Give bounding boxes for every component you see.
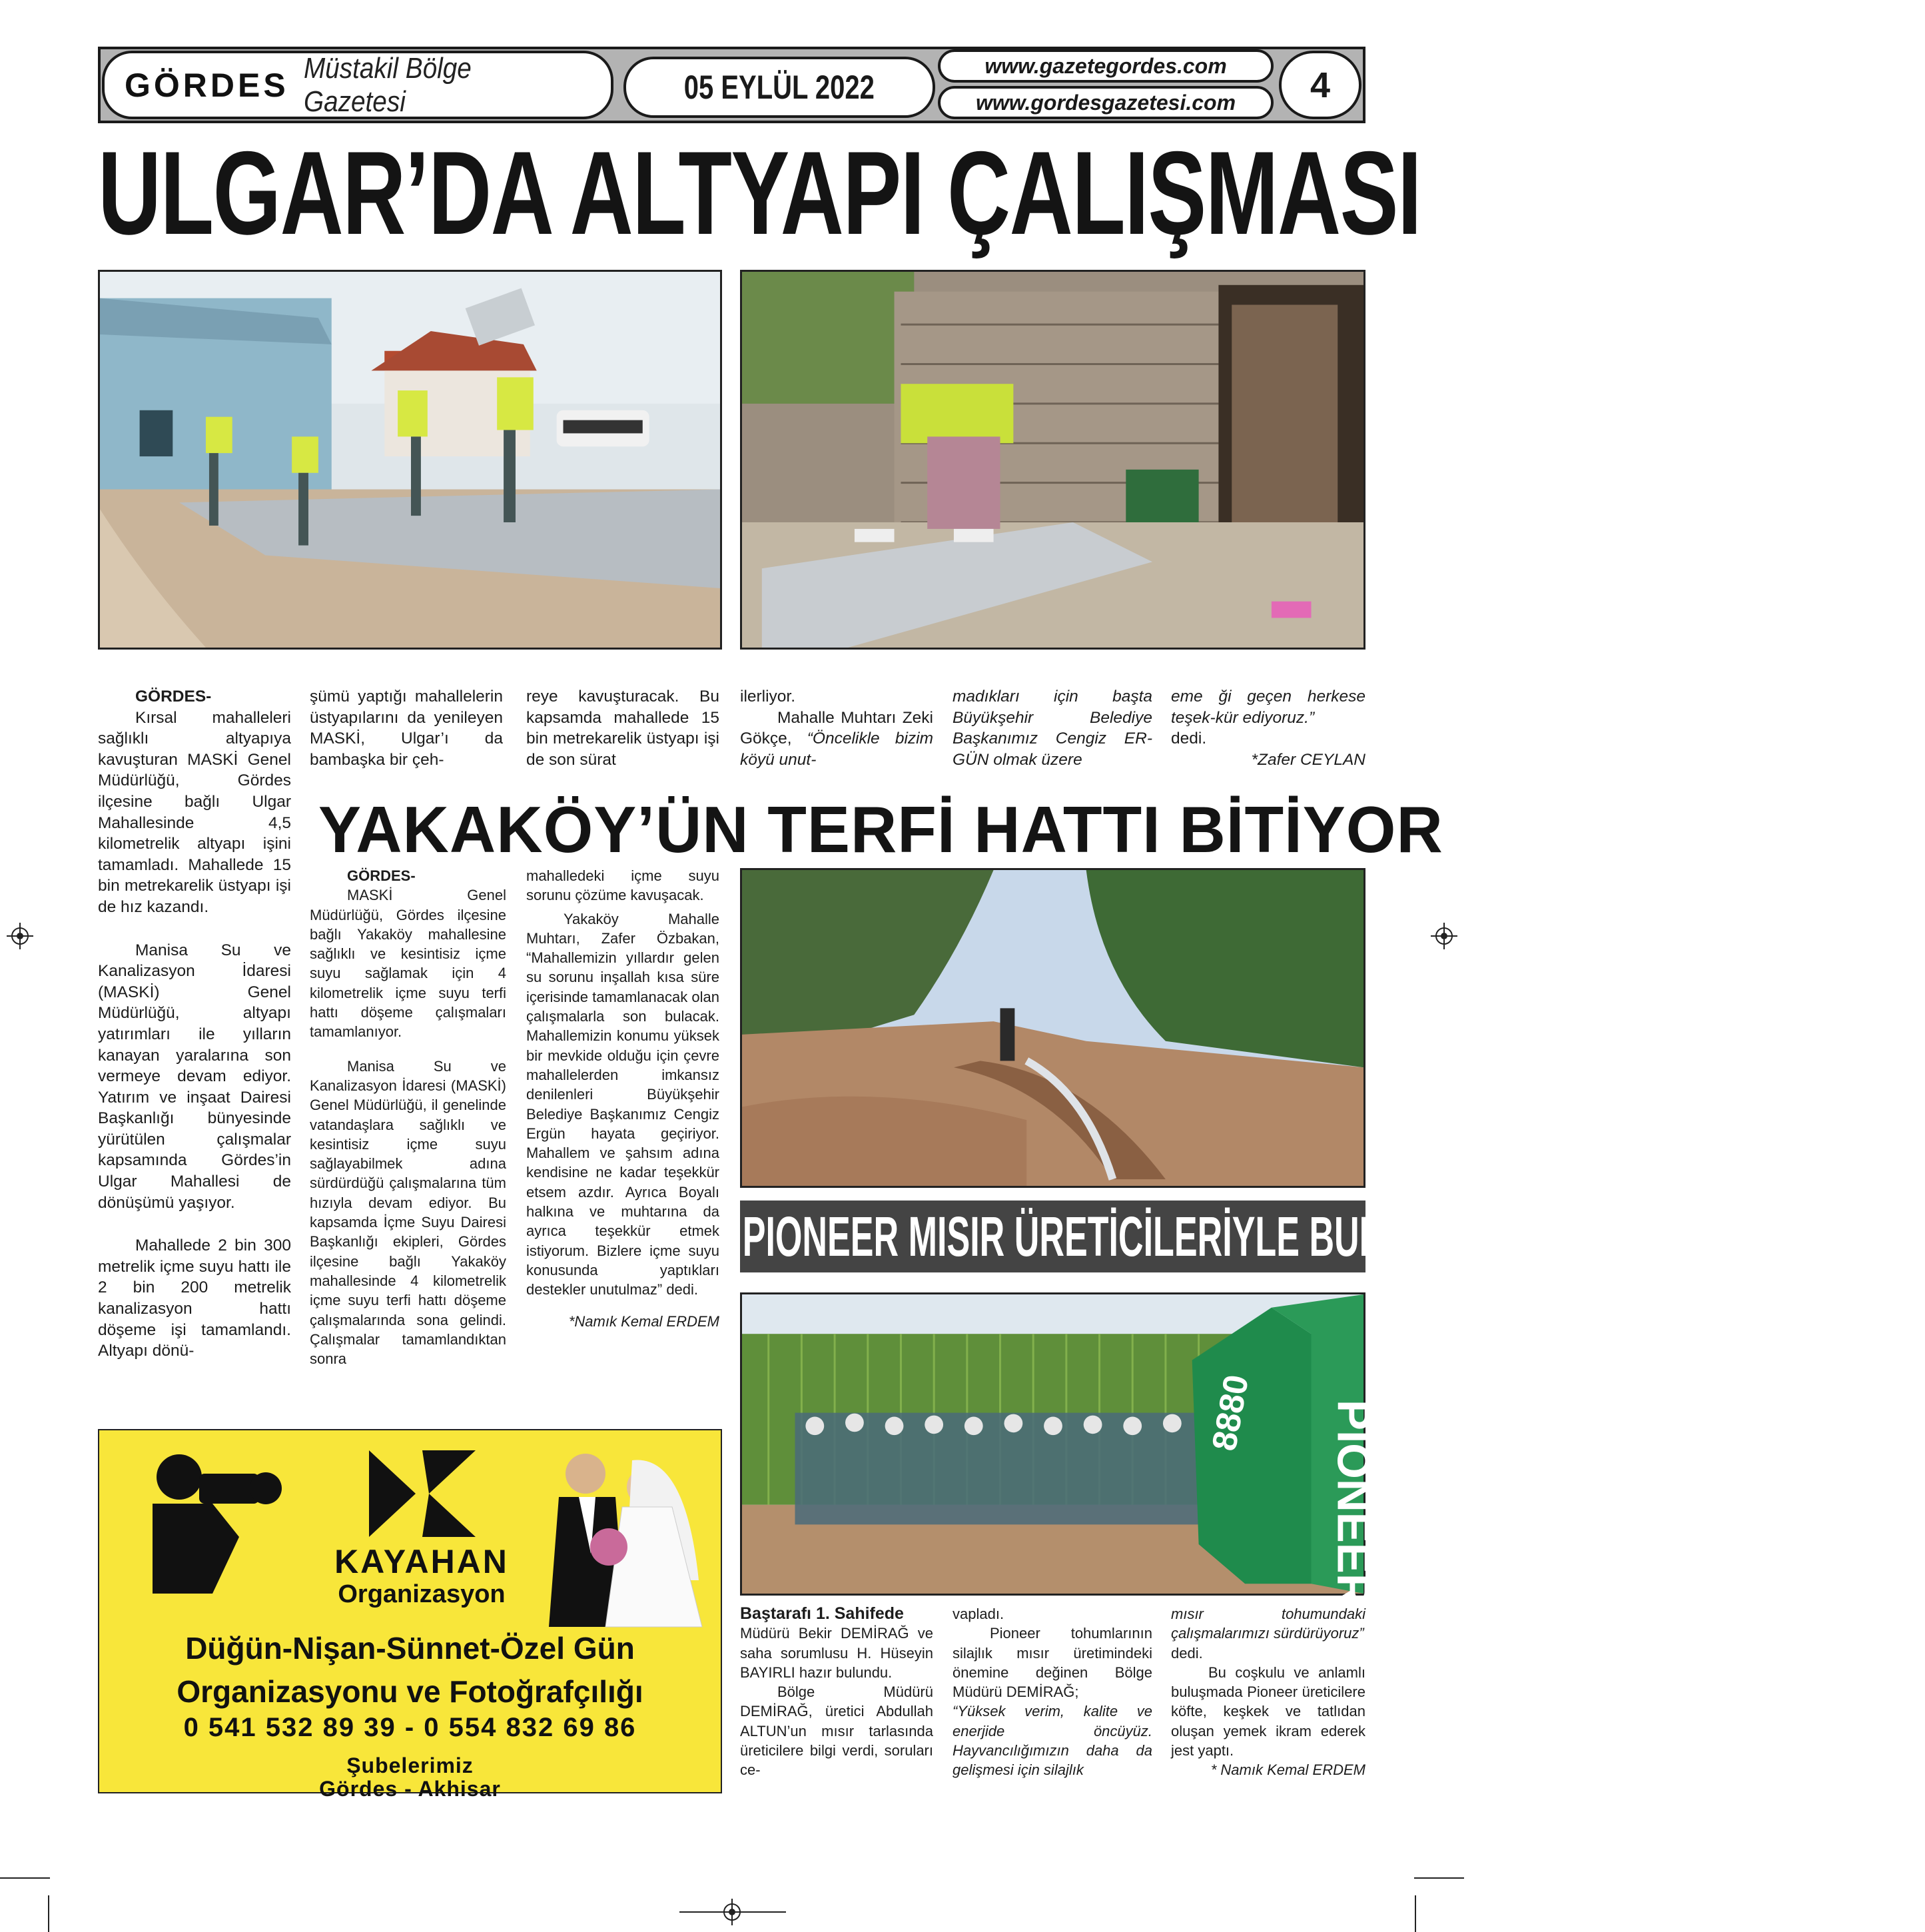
photographer-icon bbox=[139, 1450, 312, 1597]
advert-brand: KAYAHAN bbox=[334, 1543, 509, 1580]
pioneer-banner-text: PIONEER bbox=[1328, 1399, 1380, 1607]
issue-date: 05 EYLÜL 2022 bbox=[623, 57, 935, 118]
masthead-brand bbox=[102, 51, 613, 119]
article1-col4: ilerliyor. Mahalle Muhtarı Zeki Gökçe, “Öncelikle bizim köyü unut- bbox=[740, 688, 933, 769]
article2-col2: mahalledeki içme suyu sorunu çözüme kavuşacak. Yakaköy Mahalle Muhtarı, Zafer Özbakan, “Mahallemizin yıllardır gelen su sorunu inşallah kısa süre içerisinde tamamlanacak olan çalışmalarla son bulacak. Mahallemizin konumu yüksek bir mevkide olduğu için çevre mahallelerden imkansız denilenleri Büyükşehir Belediye Başkanımız Cengiz Ergün hayata geçiriyor. Mahallem ve şahsım adına kendisine ne kadar teşekkür etsem azdır. Ayrıca Boyalı halkına ve muhtarına da ayrıca teşekkür etmek istiyorum. Bizlere içme suyu konusunda yaptıkları destekler unutulmaz” dedi. *Namık Kemal ERDEM bbox=[526, 866, 719, 1331]
article3-col3: mısır tohumundaki çalışmalarımızı sürdürüyoruz” dedi. Bu coşkulu ve anlamlı buluşmada Pioneer üreticilere köfte, keşkek ve tatlıdan oluşan yemek ikram ederek jest yaptı. * Namık Kemal ERDEM bbox=[1171, 1604, 1365, 1780]
page-number: 4 bbox=[1279, 51, 1361, 119]
article1-col6: eme ği geçen herkese teşek-kür ediyoruz.” dedi. *Zafer CEYLAN bbox=[1171, 686, 1365, 770]
trim-mark bbox=[1415, 1895, 1416, 1932]
advert-line1: Düğün-Nişan-Sünnet-Özel Gün bbox=[185, 1631, 635, 1666]
article3-col1: Baştarafı 1. Sahifede Müdürü Bekir DEMİRAĞ ve saha sorumlusu H. Hüseyin BAYIRLI hazır bulundu. Bölge Müdürü DEMİRAĞ, üretici Abdullah ALTUN’un mısır tarlasında üreticilere bilgi verdi, soruları ce- bbox=[740, 1604, 933, 1779]
article1-col2: şümü yaptığı mahallelerin üstyapılarını da yenileyen MASKİ, Ulgar’ı da bambaşka bir çeh- bbox=[310, 688, 503, 769]
headline-ulgar: ULGAR’DA ALTYAPI ÇALIŞMASI bbox=[98, 127, 1421, 259]
website-2[interactable]: www.gordesgazetesi.com bbox=[938, 86, 1274, 119]
paper-name: GÖRDES bbox=[125, 66, 289, 104]
website-1[interactable]: www.gazetegordes.com bbox=[938, 49, 1274, 83]
advert-branches: Gördes - Akhisar bbox=[319, 1777, 501, 1801]
advert-brand-sub: Organizasyon bbox=[338, 1580, 506, 1608]
article1-col5: madıkları için başta Büyükşehir Belediye Başkanımız Cengiz ER-GÜN olmak üzere bbox=[953, 688, 1152, 769]
article2-byline: *Namık Kemal ERDEM bbox=[568, 1312, 719, 1330]
trim-mark bbox=[679, 1911, 786, 1913]
article1-col3: reye kavuşturacak. Bu kapsamda mahallede 15 bin metrekarelik üstyapı işi de son sürat bbox=[526, 688, 719, 769]
photo-ulgar-paving-1 bbox=[98, 270, 722, 650]
article3-col2: vapladı. Pioneer tohumlarının silajlık mısır üretimindeki önemine değinen Bölge Müdürü DEMİRAĞ; “Yüksek verim, kalite ve enerjide öncüyüz. Hayvancılığımızın daha da gelişmesi için silajlık bbox=[953, 1606, 1152, 1779]
article1-byline: *Zafer CEYLAN bbox=[1251, 750, 1365, 769]
advert-branches-label: Şubelerimiz bbox=[346, 1753, 474, 1777]
wedding-couple-icon bbox=[532, 1447, 705, 1627]
trim-mark bbox=[0, 1877, 50, 1879]
photo-pioneer-group bbox=[740, 1292, 1380, 1607]
advert-kayahan bbox=[98, 1429, 722, 1801]
photo-yakakoy-trench bbox=[740, 868, 1365, 1188]
advert-phones[interactable]: 0 541 532 89 39 - 0 554 832 69 86 bbox=[183, 1713, 637, 1742]
advert-line2: Organizasyonu ve Fotoğrafçılığı bbox=[177, 1674, 643, 1709]
headline-yakakoy: YAKAKÖY’ÜN TERFİ HATTI BİTİYOR bbox=[318, 793, 1443, 866]
photo-ulgar-paving-2 bbox=[740, 270, 1365, 650]
trim-mark bbox=[1414, 1877, 1464, 1879]
headline-pioneer: PIONEER MISIR ÜRETİCİLERİYLE BULUŞTU bbox=[740, 1201, 1365, 1272]
trim-mark bbox=[48, 1895, 49, 1932]
registration-mark-right bbox=[1431, 923, 1457, 949]
article2-col1: GÖRDES- MASKİ Genel Müdürlüğü, Gördes ilçesine bağlı Yakaköy mahallesine sağlıklı ve kesintisiz içme suyu sağlamak için 4 kilometrelik içme suyu terfi hattı döşeme çalışmaları tamamlanıyor. Manisa Su ve Kanalizasyon İdaresi (MASKİ) Genel Müdürlüğü, il genelinde vatandaşlara sağlıklı ve kesintisiz içme suyu sağlayabilmek adına sürdürdüğü çalışmalarına tüm hızıyla devam ediyor. Bu kapsamda İçme Suyu Dairesi Başkanlığı ekipleri, Gördes ilçesine bağlı Yakaköy mahallesinde 4 kilometrelik içme suyu terfi hattı döşeme çalışmalarında sona gelindi. Çalışmalar tamamlandıktan sonra bbox=[310, 867, 506, 1368]
pioneer-banner-number: 8880 bbox=[1204, 1372, 1256, 1454]
paper-subtitle: Müstakil Bölge Gazetesi bbox=[303, 51, 472, 118]
article3-byline: * Namık Kemal ERDEM bbox=[1210, 1761, 1365, 1779]
registration-mark-left bbox=[7, 923, 33, 949]
kayahan-logo-icon bbox=[356, 1447, 476, 1540]
article1-col1: GÖRDES- Kırsal mahalleleri sağlıklı altyapıya kavuşturan MASKİ Genel Müdürlüğü, Gördes ilçesine bağlı Ulgar Mahallesinde 4,5 kilometrelik altyapı işini tamamladı. Mahallede 15 bin metrekarelik üstyapı işi de hız kazandı. Manisa Su ve Kanalizasyon İdaresi (MASKİ) Genel Müdürlüğü, altyapı yatırımları ile yılların kanayan yaralarına son vermeye devam ediyor. Yatırım ve inşaat Dairesi Başkanlığı bünyesinde yürütülen çalışmalar kapsamında Gördes’in Ulgar Mahallesi de dönüşümü yaşıyor. Mahallede 2 bin 300 metrelik içme suyu hattı ile 2 bin 200 metrelik kanalizasyon hattı döşeme işi tamamlandı. Altyapı dönü- bbox=[98, 688, 291, 1360]
